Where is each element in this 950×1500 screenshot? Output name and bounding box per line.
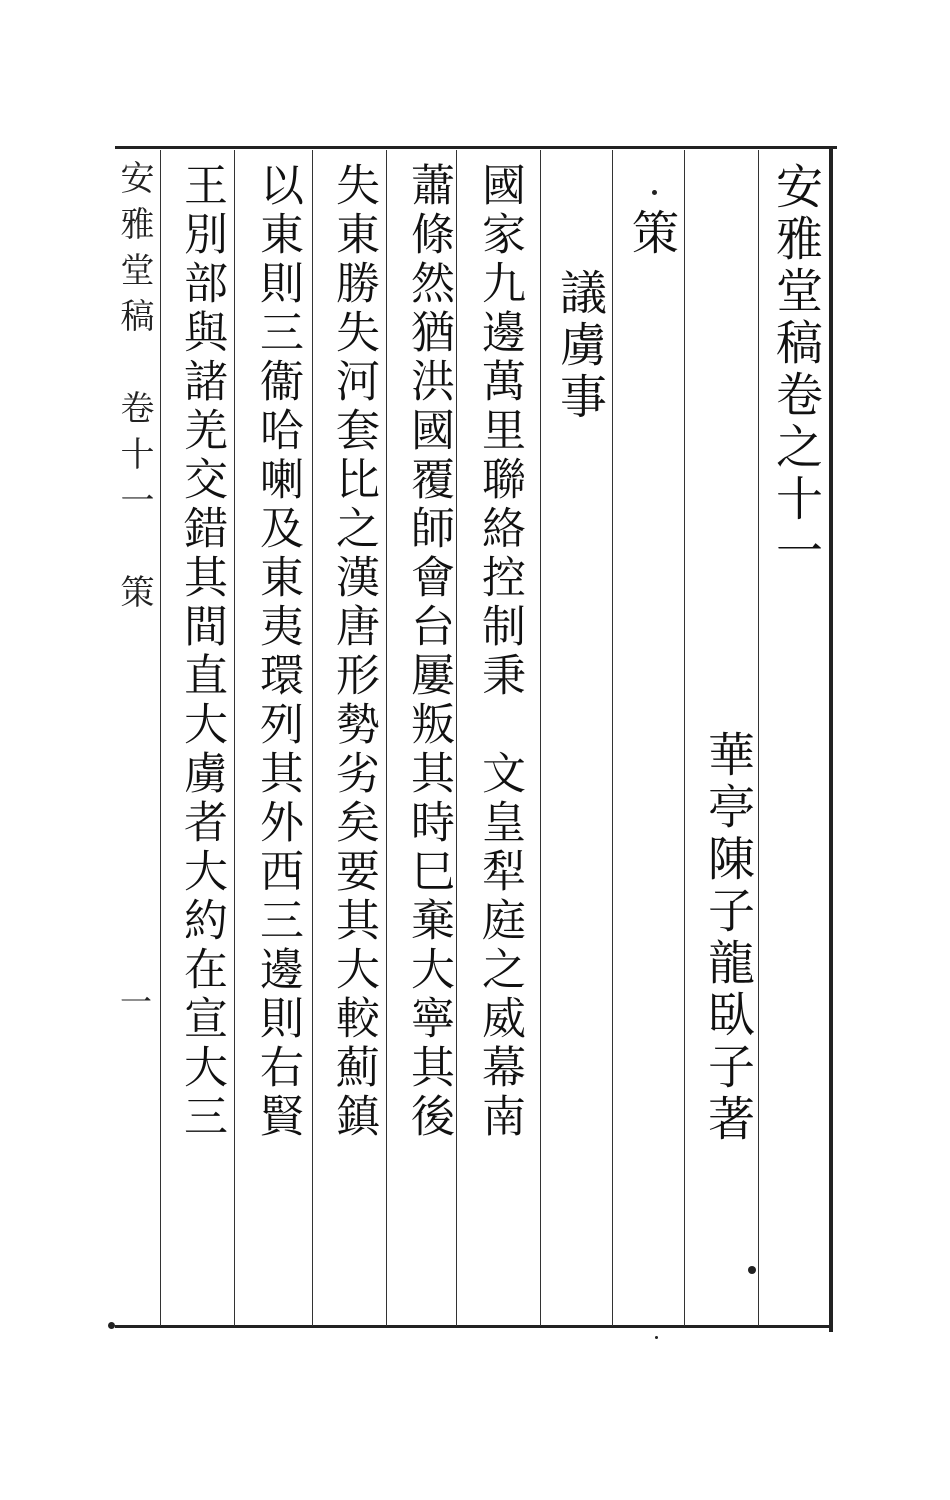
frame-top-border bbox=[115, 146, 837, 149]
ink-speck bbox=[655, 1336, 658, 1339]
body-column-4: 以東則三衞哈喇及東夷環列其外西三邊則右賢 bbox=[252, 162, 303, 1142]
page-number: 一 bbox=[115, 985, 153, 1017]
body-column-5: 王別部與諸羌交錯其間直大虜者大約在宣大三 bbox=[176, 162, 227, 1142]
body-column-3: 失東勝失河套比之漢唐形勢劣矣要其大較薊鎮 bbox=[328, 162, 379, 1142]
volume-title: 安雅堂稿卷之十一 bbox=[768, 162, 823, 578]
column-rule bbox=[684, 150, 685, 1326]
ink-speck bbox=[748, 1266, 756, 1274]
running-title: 安雅堂稿 卷十一 策 bbox=[114, 160, 154, 620]
column-rule bbox=[312, 150, 313, 1326]
ink-speck bbox=[108, 1322, 115, 1329]
column-rule bbox=[160, 150, 161, 1326]
body-column-2: 蕭條然猶洪國覆師會台屢叛其時巳棄大寧其後 bbox=[403, 162, 454, 1142]
column-rule bbox=[540, 150, 541, 1326]
essay-title: 議虜事 bbox=[552, 268, 607, 424]
section-label: 策 bbox=[624, 208, 679, 260]
author-line: 華亭陳子龍臥子著 bbox=[700, 730, 755, 1146]
body-column-1: 國家九邊萬里聯絡控制秉 文皇犁庭之威幕南 bbox=[474, 162, 525, 1142]
ink-speck bbox=[652, 190, 657, 195]
